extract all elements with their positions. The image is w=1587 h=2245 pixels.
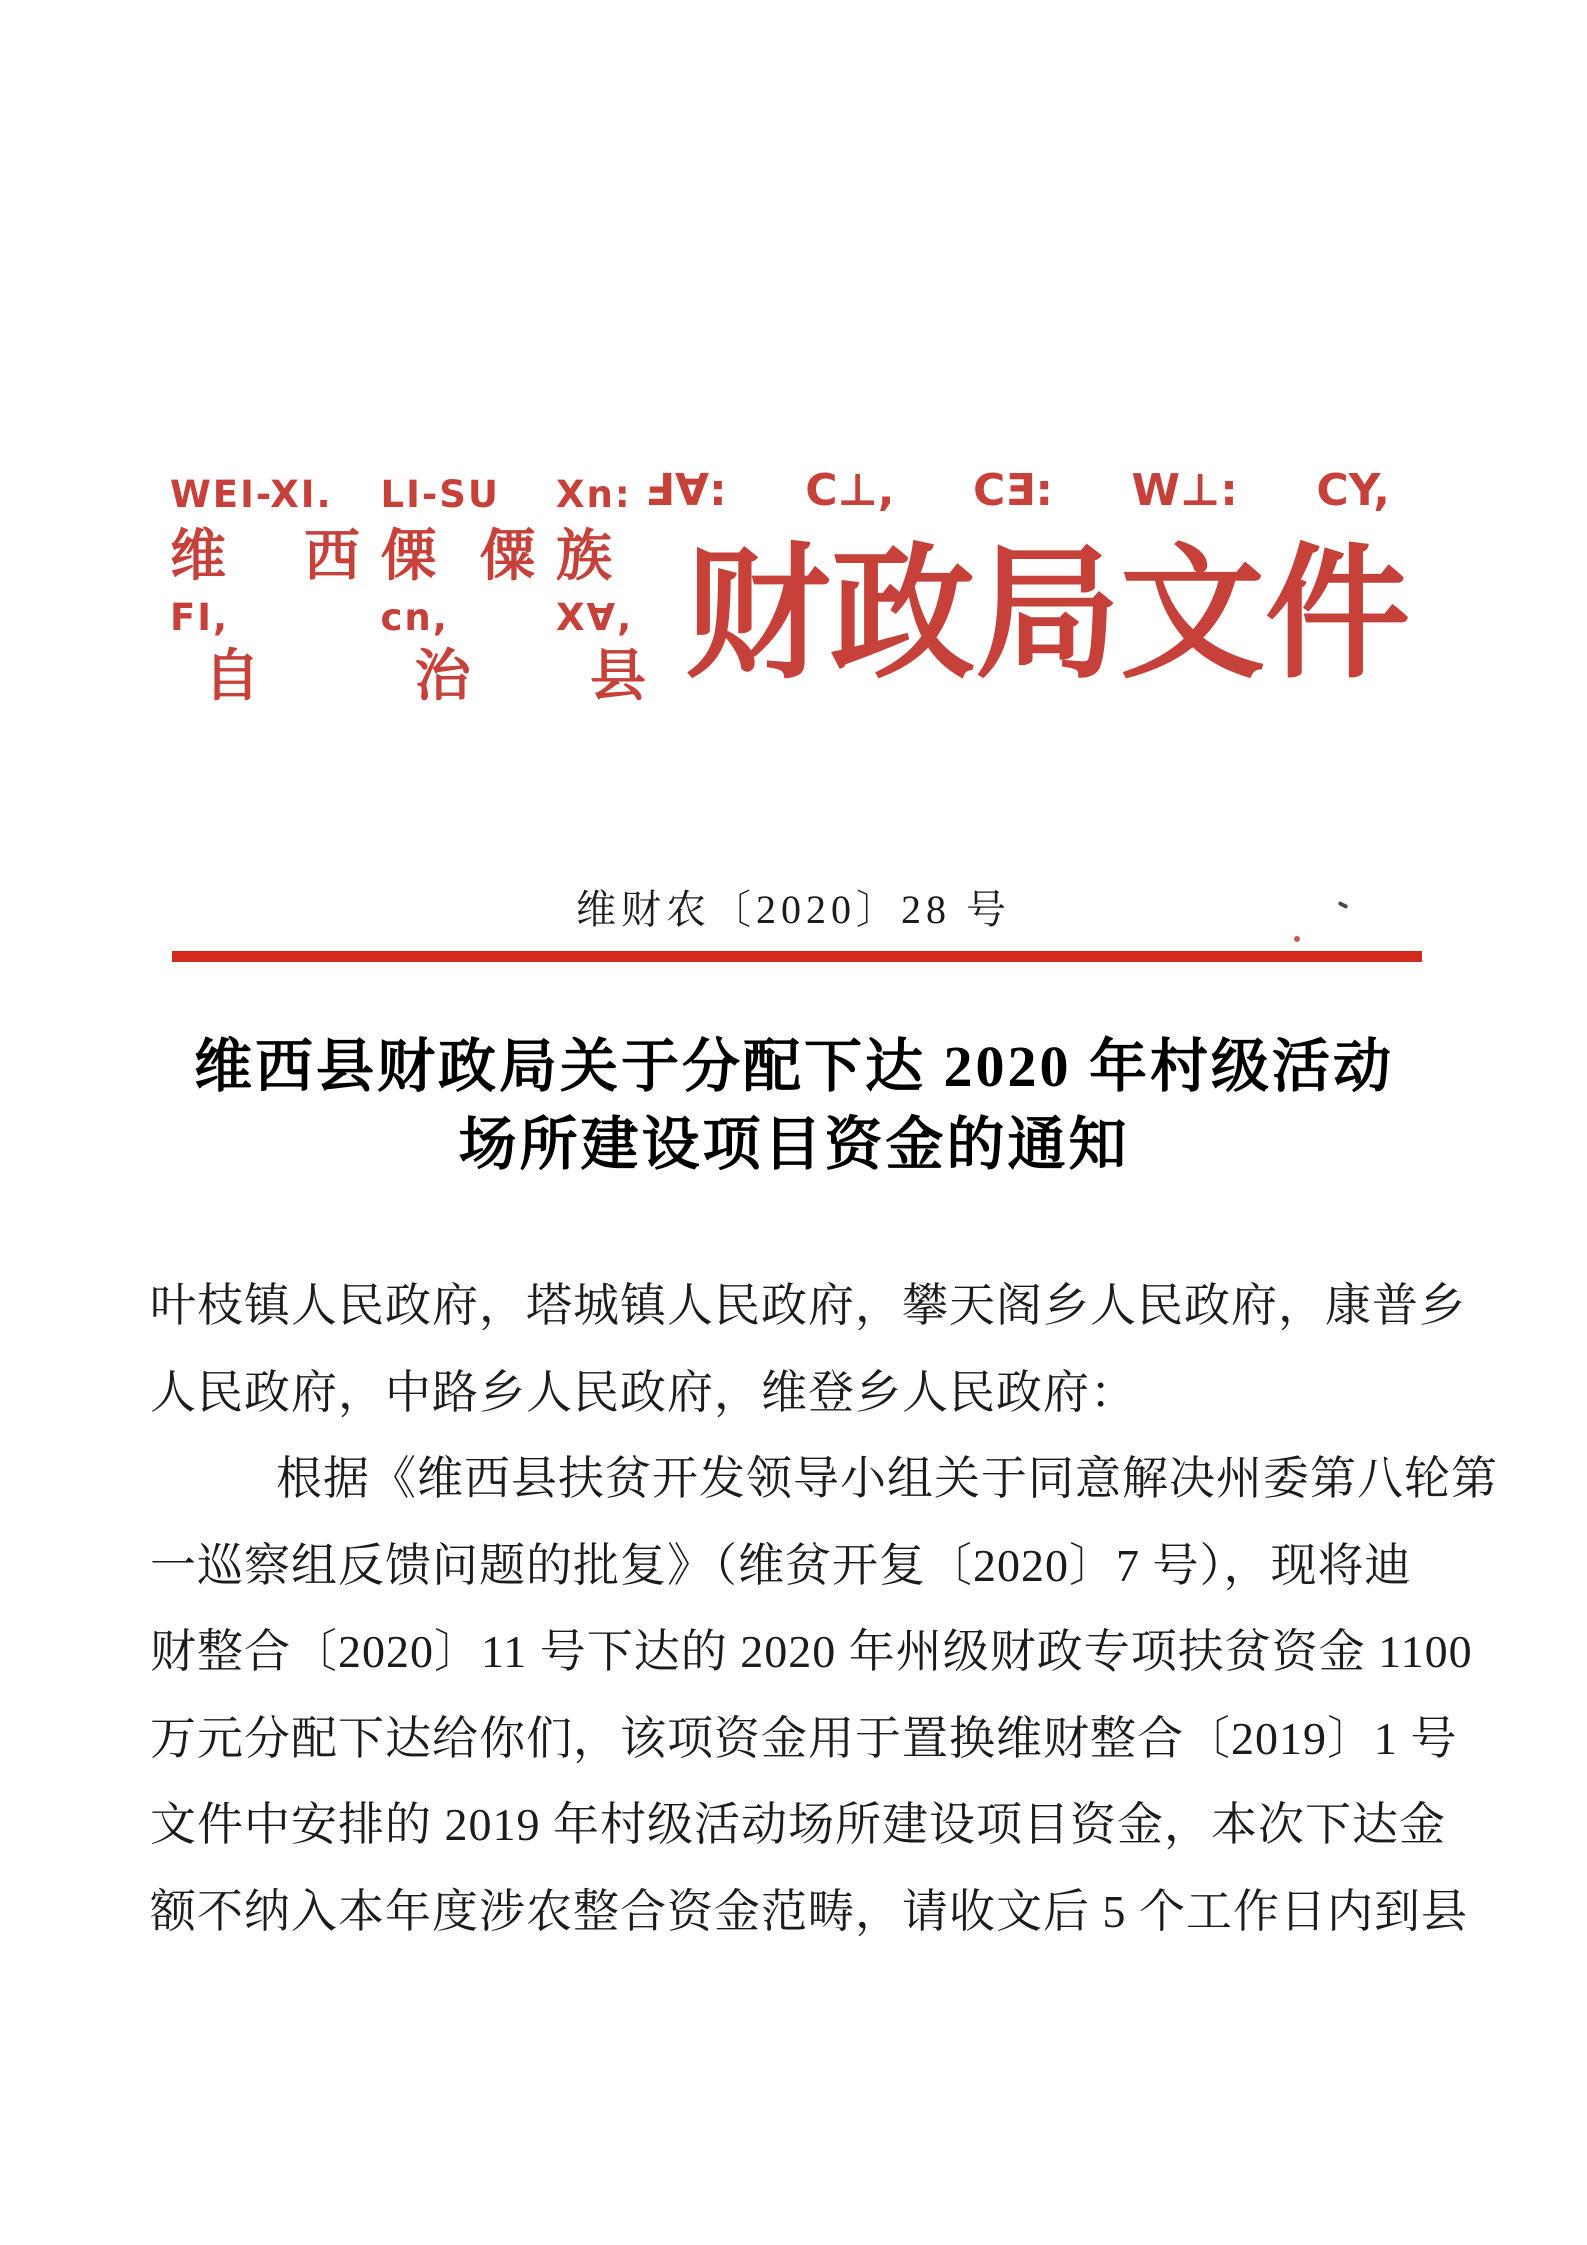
body-line: 财整合〔2020〕11 号下达的 2020 年州级财政专项扶贫资金 1100 — [150, 1626, 1473, 1677]
lisu-script-text: X∀, — [556, 596, 634, 639]
lisu-script-text: cn, — [380, 596, 449, 639]
body-line: 人民政府，中路乡人民政府，维登乡人民政府： — [150, 1366, 1137, 1418]
body-line: 额不纳入本年度涉农整合资金范畴，请收文后 5 个工作日内到县 — [150, 1885, 1468, 1937]
document-type-heading — [645, 462, 1410, 696]
county-name-hanzi: 县 — [590, 646, 646, 708]
lisu-script-text: C⊥, — [805, 465, 895, 516]
document-title-line: 维西县财政局关于分配下达 2020 年村级活动 — [193, 1034, 1394, 1099]
document-title-line: 场所建设项目资金的通知 — [458, 1112, 1130, 1177]
body-line: 万元分配下达给你们，该项资金用于置换维财整合〔2019〕1 号 — [150, 1712, 1458, 1764]
body-line: 一巡察组反馈问题的批复》（维贫开复〔2020〕7 号），现将迪 — [150, 1539, 1412, 1591]
letterhead-char: 文 — [1120, 536, 1265, 696]
document-number: 维财农〔2020〕28 号 — [576, 887, 1011, 932]
county-name-hanzi: 傈 僳 — [380, 526, 536, 588]
letterhead-char: 政 — [830, 536, 975, 696]
lisu-script-text: CƎ: — [973, 465, 1053, 516]
document-body — [150, 1263, 1498, 1955]
lisu-script-text: WEI-XI. — [170, 473, 333, 516]
county-name-hanzi: 治 — [414, 646, 471, 708]
lisu-script-text: FI, — [170, 596, 230, 639]
lisu-script-text: Xn: — [556, 473, 632, 516]
letterhead-char: 件 — [1265, 536, 1410, 696]
document-title — [94, 1028, 1494, 1184]
county-name-hanzi: 族 — [556, 526, 612, 588]
lisu-script-text: W⊥: — [1131, 465, 1238, 516]
body-line: 叶枝镇人民政府，塔城镇人民政府，攀天阁乡人民政府，康普乡 — [150, 1280, 1466, 1331]
lisu-script-text: Ⅎ∀: — [645, 465, 727, 516]
lisu-script-text: LI-SU — [380, 473, 500, 516]
lisu-script-line — [645, 462, 1390, 520]
letterhead-char: 财 — [685, 536, 830, 696]
letterhead-column — [556, 468, 648, 710]
agency-name-bilingual — [170, 468, 648, 710]
county-name-hanzi: 维 西 — [170, 526, 360, 588]
lisu-script-text: CY, — [1316, 465, 1390, 516]
county-name-hanzi: 自 — [204, 646, 260, 708]
body-line: 根据《维西县扶贫开发领导小组关于同意解决州委第八轮第 — [276, 1453, 1498, 1504]
red-divider-rule — [172, 951, 1422, 962]
letterhead-column — [381, 468, 536, 710]
body-line: 文件中安排的 2019 年村级活动场所建设项目资金，本次下达金 — [150, 1799, 1446, 1850]
letterhead-char: 局 — [975, 536, 1120, 696]
scan-speck — [1294, 936, 1300, 942]
letterhead-column — [170, 468, 360, 710]
finance-bureau-document-title — [685, 536, 1410, 696]
